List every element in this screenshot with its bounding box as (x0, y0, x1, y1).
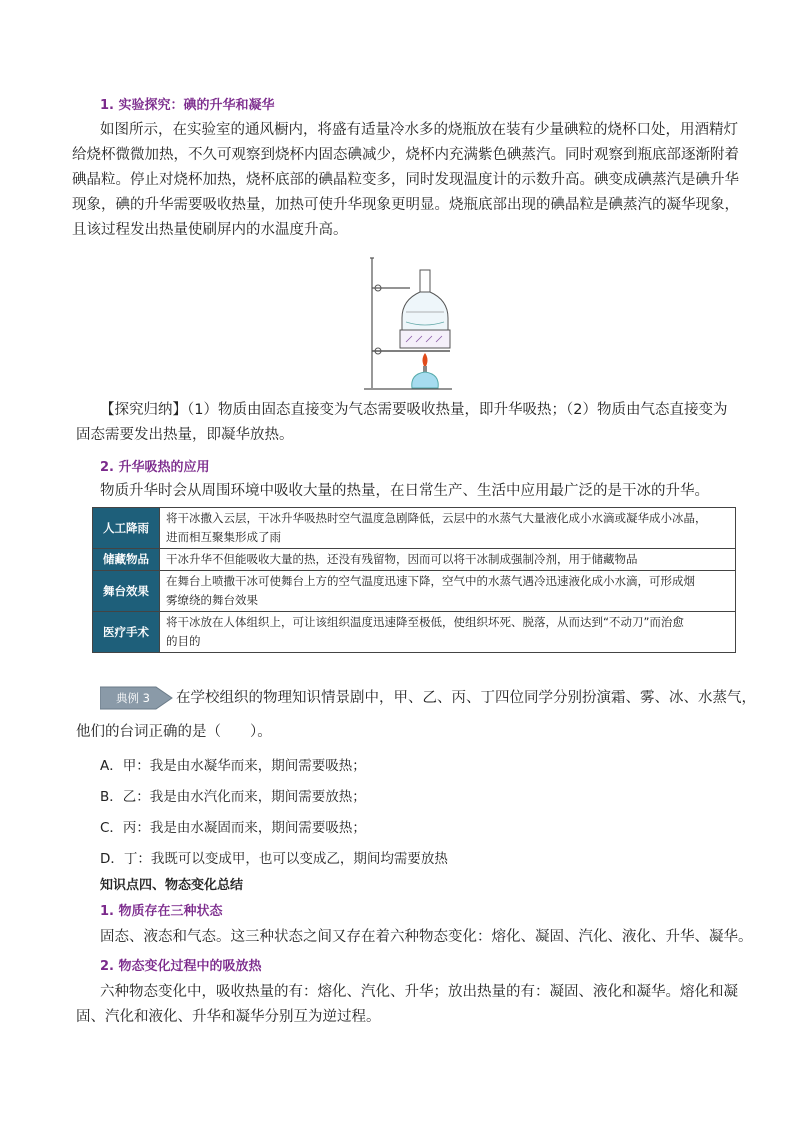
cell-line: 雾缭绕的舞台效果 (166, 593, 258, 607)
three-states-paragraph: 固态、液态和气态。这三种状态之间又存在着六种物态变化：熔化、凝固、汽化、液化、升华、凝华。 (100, 929, 753, 945)
example-tag (100, 685, 170, 711)
summary-line: 固态需要发出热量，即凝华放热。 (76, 427, 294, 443)
experiment-paragraph (72, 118, 760, 243)
table-value-cell (160, 571, 736, 612)
paragraph-line: 给烧杯微微加热，不久可观察到烧杯内固态碘减少，烧杯内充满紫色碘蒸汽。同时观察到瓶底部逐渐附着 (72, 147, 739, 163)
paragraph-line: 碘晶粒。停止对烧杯加热，烧杯底部的碘晶粒变多，同时发现温度计的示数升高。碘变成碘蒸汽是碘升华 (72, 172, 739, 188)
example-tag-label: 典例 3 (116, 691, 150, 705)
knowledge-point-title: 知识点四、物态变化总结 (100, 878, 244, 893)
table-key-cell: 医疗手术 (93, 612, 160, 653)
option-b: B．乙：我是由水汽化而来，期间需要放热； (100, 789, 366, 805)
table-row (93, 612, 736, 653)
inquiry-summary (76, 398, 766, 448)
example-stem-line: 在学校组织的物理知识情景剧中，甲、乙、丙、丁四位同学分别扮演霜、雾、冰、水蒸气， (176, 690, 756, 706)
cell-line: 将干冰放在人体组织上，可让该组织温度迅速降至极低，使组织坏死、脱落，从而达到“不动刀”而治愈 (166, 615, 684, 629)
applications-intro: 物质升华时会从周围环境中吸收大量的热量，在日常生产、生活中应用最广泛的是干冰的升华。 (100, 483, 709, 499)
summary-line: 【探究归纳】（1）物质由固态直接变为气态需要吸收热量，即升华吸热；（2）物质由气态直接变为 (100, 402, 728, 418)
table-row (93, 508, 736, 549)
paragraph-line: 固、汽化和液化、升华和凝华分别互为逆过程。 (76, 1009, 381, 1025)
applications-table-container (92, 507, 736, 653)
table-row (93, 571, 736, 612)
table-value-cell (160, 549, 736, 571)
option-a: A．甲：我是由水凝华而来，期间需要吸热； (100, 758, 366, 774)
cell-line: 将干冰撒入云层，干冰升华吸热时空气温度急剧降低，云层中的水蒸气大量液化成小水滴或凝华成小冰晶， (166, 511, 707, 525)
section-heading-heat-exchange: 2. 物态变化过程中的吸放热 (100, 959, 262, 974)
applications-table (92, 507, 736, 653)
cell-line: 进而相互聚集形成了雨 (166, 530, 281, 544)
table-value-cell (160, 508, 736, 549)
heat-exchange-paragraph (76, 980, 766, 1030)
option-c: C．丙：我是由水凝固而来，期间需要吸热； (100, 820, 366, 836)
paragraph-line: 如图所示，在实验室的通风橱内，将盛有适量冷水多的烧瓶放在装有少量碘粒的烧杯口处，用酒精灯 (100, 122, 738, 138)
section-heading-iodine-experiment: 1. 实验探究：碘的升华和凝华 (100, 98, 275, 113)
table-value-cell (160, 612, 736, 653)
table-key-cell: 舞台效果 (93, 571, 160, 612)
table-key-cell: 人工降雨 (93, 508, 160, 549)
paragraph-line: 六种物态变化中，吸收热量的有：熔化、汽化、升华；放出热量的有：凝固、液化和凝华。熔化和凝 (100, 984, 738, 1000)
sublimation-apparatus-illustration (362, 256, 454, 392)
table-row (93, 549, 736, 571)
paragraph-line: 且该过程发出热量使刷屏内的水温度升高。 (72, 222, 348, 238)
option-d: D．丁：我既可以变成甲，也可以变成乙，期间均需要放热 (100, 851, 448, 867)
section-heading-three-states: 1. 物质存在三种状态 (100, 904, 223, 919)
cell-line: 的目的 (166, 634, 201, 648)
example-stem-line: 他们的台词正确的是（ ）。 (76, 724, 272, 740)
paragraph-line: 现象，碘的升华需要吸收热量，加热可使升华现象更明显。烧瓶底部出现的碘晶粒是碘蒸汽的凝华现象， (72, 197, 739, 213)
cell-line: 干冰升华不但能吸收大量的热，还没有残留物，因而可以将干冰制成强制冷剂，用于储藏物品 (166, 552, 638, 566)
cell-line: 在舞台上喷撒干冰可使舞台上方的空气温度迅速下降，空气中的水蒸气遇冷迅速液化成小水滴，可形成烟 (166, 574, 695, 588)
table-key-cell: 储藏物品 (93, 549, 160, 571)
section-heading-sublimation-applications: 2. 升华吸热的应用 (100, 460, 210, 475)
